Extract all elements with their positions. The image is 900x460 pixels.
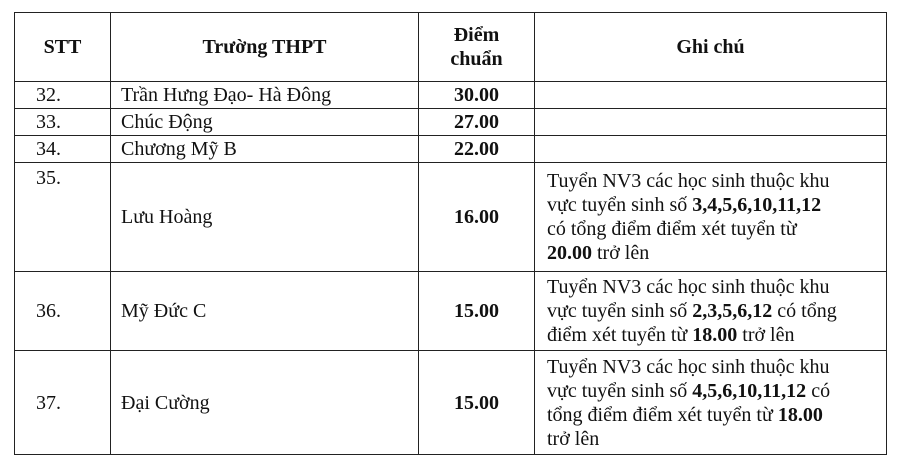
note-text: trở lên bbox=[737, 324, 795, 346]
row-score: 15.00 bbox=[419, 351, 535, 455]
row-school: Trần Hưng Đạo- Hà Đông bbox=[111, 82, 419, 109]
row-score: 30.00 bbox=[419, 82, 535, 109]
table-header-row bbox=[15, 13, 887, 82]
table-row bbox=[15, 82, 887, 109]
note-min-score: 18.00 bbox=[777, 403, 823, 426]
note-text: vực tuyển sinh số bbox=[547, 194, 693, 216]
note-line: có tổng điểm điểm xét tuyển từ bbox=[547, 218, 797, 240]
note-text: vực tuyển sinh số bbox=[547, 379, 693, 402]
note-text: điểm xét tuyển từ bbox=[547, 324, 693, 346]
note-line: Tuyển NV3 các học sinh thuộc khu bbox=[547, 355, 830, 378]
note-line bbox=[547, 193, 880, 217]
admission-score-table bbox=[14, 12, 887, 455]
row-note bbox=[535, 163, 887, 272]
header-score-line1: Điểm bbox=[453, 24, 500, 46]
row-score: 27.00 bbox=[419, 109, 535, 136]
row-note bbox=[535, 109, 887, 136]
note-min-score: 20.00 bbox=[547, 242, 592, 264]
note-area-codes: 3,4,5,6,10,11,12 bbox=[692, 194, 822, 216]
row-score: 22.00 bbox=[419, 136, 535, 163]
note-text: có bbox=[806, 379, 831, 402]
header-score-line2: chuẩn bbox=[450, 48, 503, 70]
row-score: 15.00 bbox=[419, 272, 535, 351]
row-stt: 36. bbox=[15, 272, 111, 351]
row-note bbox=[535, 136, 887, 163]
row-note bbox=[535, 351, 887, 455]
note-line bbox=[547, 403, 880, 427]
row-school: Đại Cường bbox=[111, 351, 419, 455]
row-school: Lưu Hoàng bbox=[111, 163, 419, 272]
note-line: trở lên bbox=[547, 427, 600, 450]
row-school: Chúc Động bbox=[111, 109, 419, 136]
note-line bbox=[547, 323, 880, 347]
note-text: có tổng bbox=[772, 300, 837, 322]
row-school: Chương Mỹ B bbox=[111, 136, 419, 163]
note-min-score: 18.00 bbox=[692, 324, 738, 346]
note-line: Tuyển NV3 các học sinh thuộc khu bbox=[547, 276, 830, 298]
row-stt: 34. bbox=[15, 136, 111, 163]
table-row bbox=[15, 351, 887, 455]
note-text: vực tuyển sinh số bbox=[547, 300, 693, 322]
note-text: trở lên bbox=[592, 242, 650, 264]
score-table-container bbox=[14, 12, 886, 455]
note-area-codes: 2,3,5,6,12 bbox=[692, 300, 773, 322]
note-line bbox=[547, 241, 880, 265]
header-note: Ghi chú bbox=[535, 13, 887, 82]
header-score bbox=[419, 13, 535, 82]
note-text: tổng điểm điểm xét tuyển từ bbox=[547, 403, 778, 426]
table-row bbox=[15, 163, 887, 272]
note-line: Tuyển NV3 các học sinh thuộc khu bbox=[547, 170, 830, 192]
table-row bbox=[15, 136, 887, 163]
table-row bbox=[15, 272, 887, 351]
row-note bbox=[535, 272, 887, 351]
header-school: Trường THPT bbox=[111, 13, 419, 82]
row-stt: 33. bbox=[15, 109, 111, 136]
row-stt: 32. bbox=[15, 82, 111, 109]
row-school: Mỹ Đức C bbox=[111, 272, 419, 351]
row-stt: 35. bbox=[15, 163, 111, 272]
row-note bbox=[535, 82, 887, 109]
header-stt: STT bbox=[15, 13, 111, 82]
note-line bbox=[547, 299, 880, 323]
row-stt: 37. bbox=[15, 351, 111, 455]
note-area-codes: 4,5,6,10,11,12 bbox=[692, 379, 807, 402]
note-line bbox=[547, 379, 880, 403]
row-score: 16.00 bbox=[419, 163, 535, 272]
table-row bbox=[15, 109, 887, 136]
